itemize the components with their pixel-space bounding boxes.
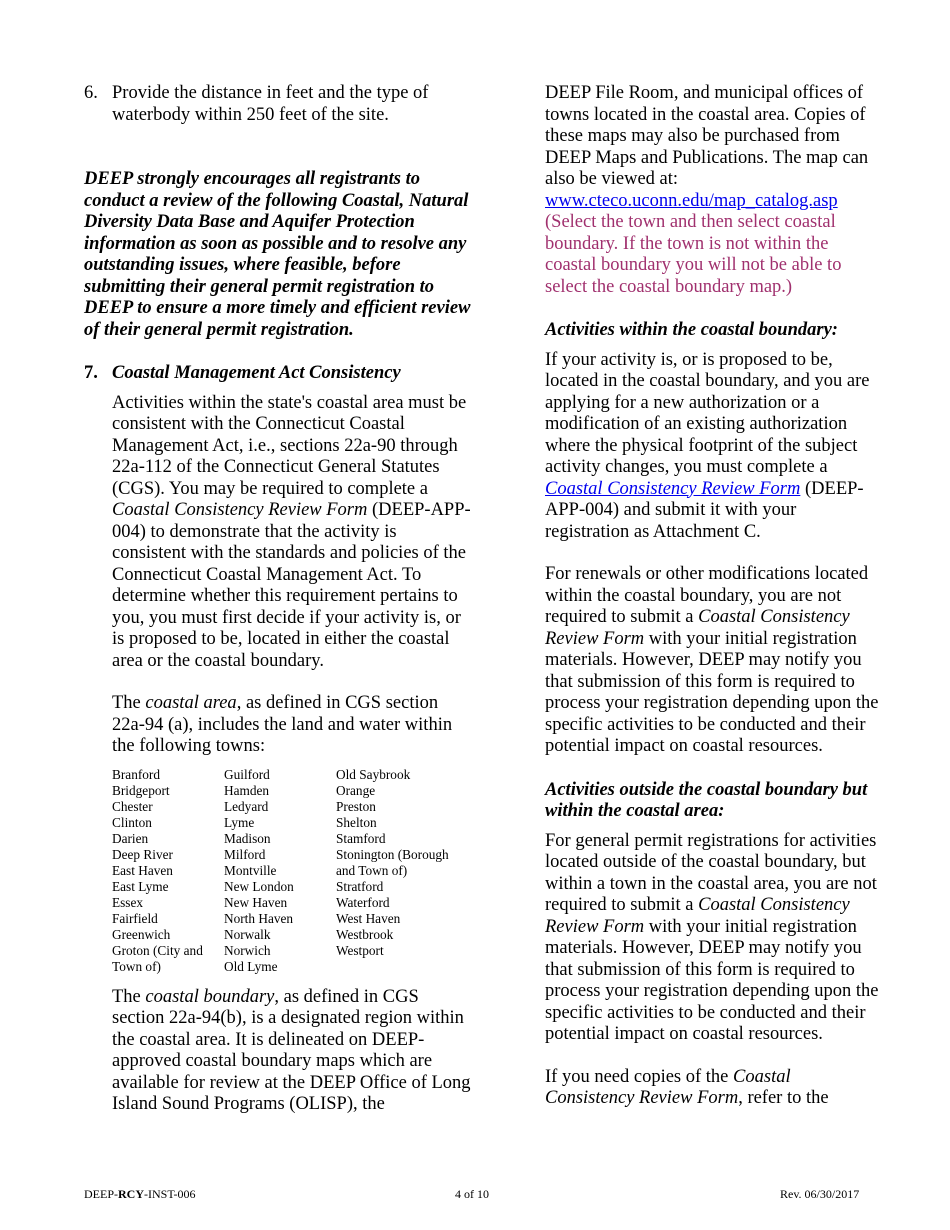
section-heading [84,363,474,385]
town-name: Stonington (Borough [336,846,449,862]
text-span: For renewals or other modifications located within the coastal boundary, you are not required to submit a [545,564,869,627]
coastal-consistency-form-link[interactable]: Coastal Consistency Review Form [545,478,801,499]
town-name: Chester [112,798,153,814]
town-name: Stamford [336,830,386,846]
text-span: , as defined in CGS section 22a-94 (a), includes the land and water within the following towns: [112,693,453,756]
page-number: 4 of 10 [455,1187,489,1201]
within-boundary-paragraph [545,350,880,544]
term: coastal area [145,693,237,713]
town-name: Bridgeport [112,782,170,798]
towns-column-3 [336,767,466,975]
text-span: If your activity is, or is proposed to be, located in the coastal boundary, and you are applying for a new authorization or a modification of an existing authorization where the physical footprint of the subject activity changes, you must complete a [545,349,870,477]
town-name: Westport [336,942,384,958]
text-span: (DEEP-APP-004) and submit it with your registration as Attachment C. [545,478,864,542]
heading-within-boundary: Activities within the coastal boundary: [545,320,838,340]
renewals-paragraph [545,564,880,758]
text-span: The [112,986,146,1007]
item-number: 6. [84,83,98,103]
town-name: New London [224,878,294,894]
heading-outside-boundary: Activities outside the coastal boundary but within the coastal area: [545,779,868,821]
town-name: Greenwich [112,926,171,942]
town-name: Montville [224,862,277,878]
town-name: and Town of) [336,862,408,878]
coastal-area-paragraph [112,693,474,758]
map-catalog-link[interactable]: www.cteco.uconn.edu/map_catalog.asp [545,190,838,211]
town-name: West Haven [336,910,401,926]
towns-column-2 [224,767,336,975]
form-name: Coastal Consistency Review Form [545,1066,791,1108]
form-name: Coastal Consistency Review Form [545,607,850,649]
text-span: If you need copies of the [545,1066,734,1087]
revision-date: Rev. 06/30/2017 [780,1187,860,1201]
continued-paragraph [545,83,880,298]
right-column [545,83,880,1110]
town-name: Town of) [112,958,161,974]
text-span: DEEP File Room, and municipal offices of towns located in the coastal area. Copies of these maps may also be purchased from DEEP Maps and Publications. The map can also be viewed at: [545,83,869,189]
town-name: Groton (City and [112,942,203,958]
list-item-6 [84,83,474,126]
text-span: (DEEP-APP-004) to demonstrate that the activity is consistent with the standards and policies of the Connecticut Coastal Management Act. To determine whether this requirement pertains to you, you must first decide if your activity is, or is proposed to be, located in either the coastal area or the coastal boundary. [112,500,471,671]
left-column [84,83,474,1116]
text-span: with your initial registration materials. However, DEEP may notify you that submission of this form is required to process your registration depending upon the specific activities to be conducted and their potential impact on coastal resources. [545,916,879,1044]
doc-prefix: DEEP- [84,1187,118,1201]
towns-list [112,767,474,975]
town-name: North Haven [224,910,294,926]
copies-paragraph [545,1067,880,1110]
form-name: Coastal Consistency Review Form [545,895,850,937]
town-name: Ledyard [224,798,269,814]
town-name: Essex [112,894,144,910]
town-name: Deep River [112,846,173,862]
term: coastal boundary [145,986,275,1007]
town-name: Shelton [336,814,377,830]
doc-code: RCY [118,1187,144,1201]
town-name: Norwich [224,942,271,958]
town-name: Orange [336,782,376,798]
town-name: East Lyme [112,878,169,894]
review-notice: DEEP strongly encourages all registrants to conduct a review of the following Coastal, Natural Diversity Data Base and Aquifer Protection information as soon as possible and to resolve any outstanding issues, where feasible, before submitting their general permit registration to DEEP to ensure a more timely and efficient review of their general permit registration. [84,169,471,340]
text-span: , refer to the [738,1088,829,1108]
town-name: New Haven [224,894,288,910]
section-title: Coastal Management Act Consistency [112,363,401,383]
town-name: Waterford [336,894,390,910]
coastal-boundary-paragraph [112,987,474,1116]
town-name: Milford [224,846,266,862]
town-name: Old Lyme [224,958,278,974]
town-name: Preston [336,798,376,814]
doc-suffix: -INST-006 [144,1187,196,1201]
town-name: Branford [112,766,160,782]
town-name: Norwalk [224,926,271,942]
map-note: (Select the town and then select coastal boundary. If the town is not within the coastal boundary you will not be able to select the coastal boundary map.) [545,212,842,297]
town-name: East Haven [112,862,173,878]
town-name: Lyme [224,814,255,830]
towns-column-1 [112,767,224,975]
town-name: Madison [224,830,271,846]
document-id [84,1187,196,1202]
section-number: 7. [84,363,98,383]
item-text: Provide the distance in feet and the type of waterbody within 250 feet of the site. [112,83,429,125]
text-span: Activities within the state's coastal area must be consistent with the Connecticut Coastal Management Act, i.e., sections 22a-90 through 22a-112 of the Connecticut General Statutes (CGS). You may be required to complete a [112,392,467,499]
outside-boundary-paragraph [545,831,880,1046]
town-name: Fairfield [112,910,158,926]
town-name: Guilford [224,766,270,782]
form-name: Coastal Consistency Review Form [112,500,368,520]
text-span: , as defined in CGS section 22a-94(b), is a designated region within the coastal area. It is delineated on DEEP-approved coastal boundary maps which are available for review at the DEEP Office of Long Island Sound Programs (OLISP), the [112,986,471,1114]
town-name: Clinton [112,814,152,830]
town-name: Darien [112,830,149,846]
text-span: The [112,693,146,713]
text-span: with your initial registration materials. However, DEEP may notify you that submission of this form is required to process your registration depending upon the specific activities to be conducted and their potential impact on coastal resources. [545,628,879,756]
town-name: Westbrook [336,926,394,942]
town-name: Stratford [336,878,384,894]
text-span: For general permit registrations for activities located outside of the coastal boundary, but within a town in the coastal area, you are not required to submit a [545,830,877,915]
town-name: Old Saybrook [336,766,411,782]
coastal-act-paragraph [112,393,474,673]
town-name: Hamden [224,782,270,798]
